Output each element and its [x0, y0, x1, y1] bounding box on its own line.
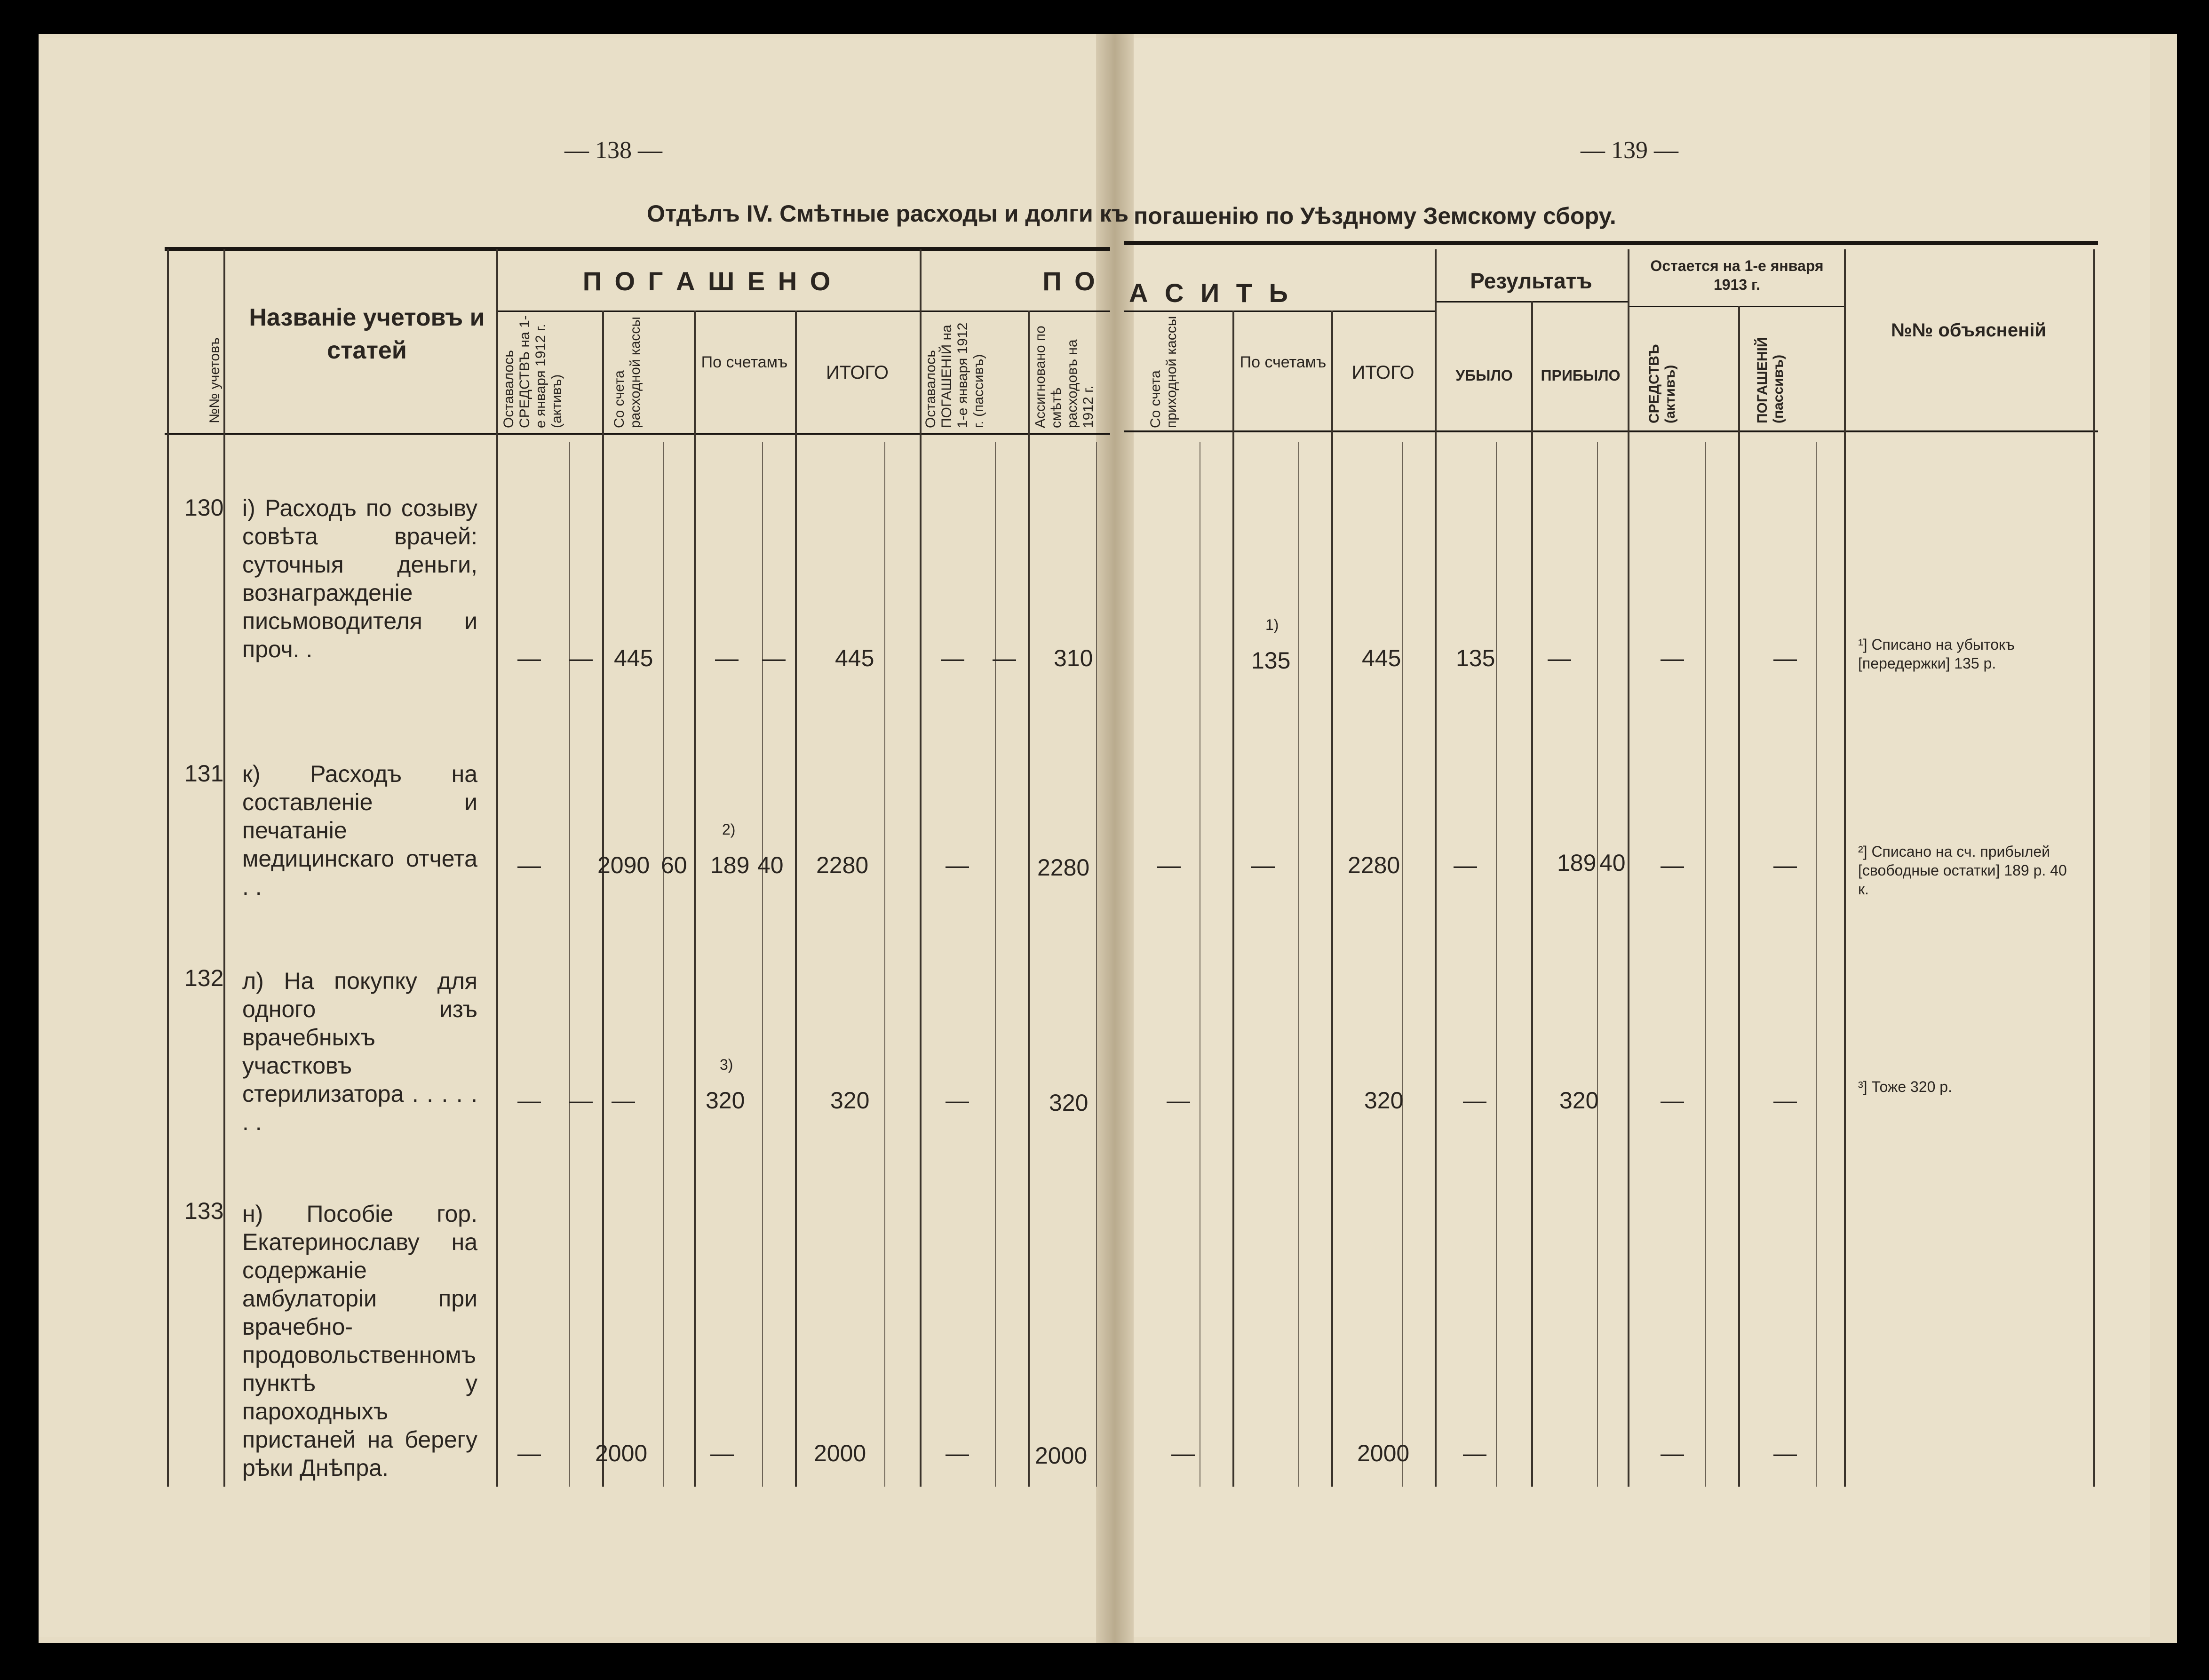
empty-cell-dash: —: [1661, 852, 1684, 878]
header-assignovano: Ассигновано по смѣтѣ расходовъ на 1912 г.: [1033, 326, 1096, 428]
header-rezultat: Результатъ: [1470, 269, 1592, 293]
right-page-number: — 139 —: [1581, 137, 1678, 164]
cell-prih: 135: [1251, 647, 1291, 674]
header-pribylo: ПРИБЫЛО: [1541, 367, 1621, 384]
empty-cell-dash: —: [569, 645, 593, 671]
header-rule-left: [165, 433, 1110, 435]
table-top-rule-right: [1124, 241, 2098, 245]
col-subline: [1496, 442, 1497, 1487]
subheader-rule-right: [1124, 311, 1435, 312]
col-line: [1738, 306, 1740, 1487]
col-subline: [569, 442, 570, 1487]
cell-assign: 310: [1054, 645, 1093, 671]
empty-cell-dash: —: [1548, 645, 1571, 671]
right-page-title: погашенію по Уѣздному Земскому сбору.: [1134, 203, 1616, 229]
header-pogasit-right: А С И Т Ь: [1129, 278, 1293, 308]
empty-cell-dash: —: [517, 645, 541, 671]
col-line: [920, 249, 922, 1487]
cell-po-schetam-note: 2): [722, 821, 736, 838]
header-name: Названіе учетовъ и статей: [249, 304, 485, 364]
row-number: 133: [184, 1198, 224, 1224]
cell-pribylo: 320: [1559, 1087, 1599, 1114]
col-subline: [995, 442, 996, 1487]
cell-itogo-2: 445: [1362, 645, 1401, 671]
empty-cell-dash: —: [1661, 645, 1684, 671]
row-text: к) Расходъ на составленіе и печатаніе медицинскаго отчета . .: [242, 761, 477, 900]
remainder-rule: [1628, 306, 1844, 307]
left-page-number: — 138 —: [564, 137, 662, 164]
cell-so-scheta: 2090: [597, 852, 650, 878]
col-subline: [1402, 442, 1403, 1487]
row-text: і) Расходъ по созыву совѣта врачей: суточныя деньги, вознагражденіе письмоводителя и проч. .: [242, 495, 477, 662]
row-number: 130: [184, 494, 224, 521]
cell-itogo-2: 2000: [1357, 1440, 1410, 1466]
col-subline: [663, 442, 664, 1487]
header-pogasit-left: П О: [1042, 266, 1098, 296]
row-number: 132: [184, 965, 224, 991]
col-line: [795, 311, 797, 1487]
empty-cell-dash: —: [710, 1440, 734, 1466]
header-accounts-no: №№ учетовъ: [207, 337, 222, 423]
cell-assign: 2000: [1035, 1442, 1088, 1469]
col-line: [1435, 249, 1437, 1487]
cell-po-schetam-kop: 40: [757, 852, 784, 878]
col-line: [1331, 311, 1333, 1487]
header-pogasheniy-passiv: ПОГАШЕНІЙ (пассивъ): [1755, 337, 1786, 423]
empty-cell-dash: —: [1454, 852, 1477, 878]
cell-prih-note: 1): [1265, 616, 1279, 633]
empty-cell-dash: —: [1661, 1087, 1684, 1114]
empty-cell-dash: —: [762, 645, 786, 671]
col-subline: [762, 442, 763, 1487]
header-itogo: ИТОГО: [826, 362, 889, 383]
col-line: [1232, 311, 1234, 1487]
cell-so-scheta-kop: 60: [661, 852, 687, 878]
empty-cell-dash: —: [569, 1087, 593, 1114]
cell-po-schetam: 189: [710, 852, 750, 878]
header-so-scheta-prihodnoy: Со счета приходной кассы: [1148, 316, 1179, 428]
empty-cell-dash: —: [1773, 852, 1797, 878]
cell-so-scheta: 2000: [595, 1440, 648, 1466]
empty-cell-dash: —: [612, 1087, 635, 1114]
explanation-3: ³] Тоже 320 р.: [1858, 1078, 1952, 1095]
cell-itogo-2: 2280: [1348, 852, 1400, 878]
col-line: [602, 311, 604, 1487]
empty-cell-dash: —: [946, 1087, 969, 1114]
cell-po-schetam: 320: [706, 1087, 745, 1114]
header-explanations: №№ объясненій: [1891, 320, 2046, 341]
cell-pribylo: 189: [1557, 850, 1597, 876]
empty-cell-dash: —: [946, 852, 969, 878]
header-pogasheno: П О Г А Ш Е Н О: [582, 266, 834, 296]
col-line: [1628, 249, 1629, 1487]
left-page-title: Отдѣлъ IV. Смѣтные расходы и долги къ: [647, 200, 1129, 227]
col-line: [694, 311, 696, 1487]
header-ostaetsya: Остается на 1-е января 1913 г.: [1650, 257, 1824, 293]
header-po-schetam-2: По счетамъ: [1240, 353, 1327, 371]
header-po-schetam: По счетамъ: [701, 353, 788, 371]
empty-cell-dash: —: [1661, 1440, 1684, 1466]
header-itogo-2: ИТОГО: [1351, 362, 1414, 383]
empty-cell-dash: —: [1773, 1087, 1797, 1114]
empty-cell-dash: —: [1167, 1087, 1190, 1114]
cell-pribylo-kop: 40: [1599, 850, 1626, 876]
empty-cell-dash: —: [1171, 1440, 1195, 1466]
cell-itogo: 320: [830, 1087, 870, 1114]
col-line: [1844, 249, 1846, 1487]
header-ubylo: УБЫЛО: [1455, 367, 1513, 384]
empty-cell-dash: —: [941, 645, 964, 671]
empty-cell-dash: —: [1463, 1440, 1486, 1466]
cell-itogo-2: 320: [1364, 1087, 1404, 1114]
header-ostavalos-sredstv: Оставалось СРЕДСТВЪ на 1-е января 1912 г. (активъ): [501, 315, 564, 428]
col-line: [1531, 301, 1533, 1487]
cell-itogo: 445: [835, 645, 874, 671]
cell-itogo: 2280: [816, 852, 869, 878]
cell-po-schetam-note: 3): [720, 1056, 733, 1073]
col-subline: [1816, 442, 1817, 1487]
empty-cell-dash: —: [1251, 852, 1275, 878]
empty-cell-dash: —: [993, 645, 1016, 671]
col-line: [167, 249, 169, 1487]
header-sredstv-aktiv: СРЕДСТВЪ (активъ): [1646, 344, 1678, 423]
empty-cell-dash: —: [517, 852, 541, 878]
col-subline: [884, 442, 885, 1487]
table-top-rule-left: [165, 247, 1110, 251]
header-so-scheta-rashodnoy: Со счета расходной кассы: [612, 317, 643, 428]
cell-so-scheta: 445: [614, 645, 653, 671]
header-ostavalos-pogasheniy: Оставалось ПОГАШЕНІЙ на 1-е января 1912 г. (пассивъ): [923, 322, 986, 428]
cell-ubylo: 135: [1456, 645, 1495, 671]
subheader-rule-left: [496, 311, 1110, 312]
empty-cell-dash: —: [1773, 645, 1797, 671]
empty-cell-dash: —: [1157, 852, 1181, 878]
col-subline: [1597, 442, 1598, 1487]
col-line: [223, 249, 225, 1487]
empty-cell-dash: —: [517, 1440, 541, 1466]
col-subline: [1705, 442, 1706, 1487]
empty-cell-dash: —: [1773, 1440, 1797, 1466]
explanation-1: ¹] Списано на убытокъ [передержки] 135 р.: [1858, 636, 2015, 672]
row-text: н) Пособіе гор. Екатеринославу на содержаніе амбулаторіи при врачебно-продовольственномъ пунктѣ у пароходныхъ пристаней на берегу рѣки Днѣпра.: [242, 1201, 477, 1481]
explanation-2: ²] Списано на сч. прибылей [свободные остатки] 189 р. 40 к.: [1858, 843, 2067, 898]
col-line: [2093, 249, 2095, 1487]
col-line: [1028, 311, 1030, 1487]
col-subline: [1298, 442, 1299, 1487]
cell-assign: 2280: [1037, 854, 1090, 881]
empty-cell-dash: —: [946, 1440, 969, 1466]
cell-assign: 320: [1049, 1090, 1089, 1116]
cell-itogo: 2000: [814, 1440, 866, 1466]
empty-cell-dash: —: [1463, 1087, 1486, 1114]
row-text: л) На покупку для одного изъ врачебныхъ участковъ стерилизатора . . . . . . .: [242, 968, 477, 1135]
header-rule-right: [1124, 430, 2098, 432]
col-line: [496, 249, 498, 1487]
empty-cell-dash: —: [517, 1087, 541, 1114]
row-number: 131: [184, 760, 224, 787]
col-subline: [1096, 442, 1097, 1487]
empty-cell-dash: —: [715, 645, 739, 671]
